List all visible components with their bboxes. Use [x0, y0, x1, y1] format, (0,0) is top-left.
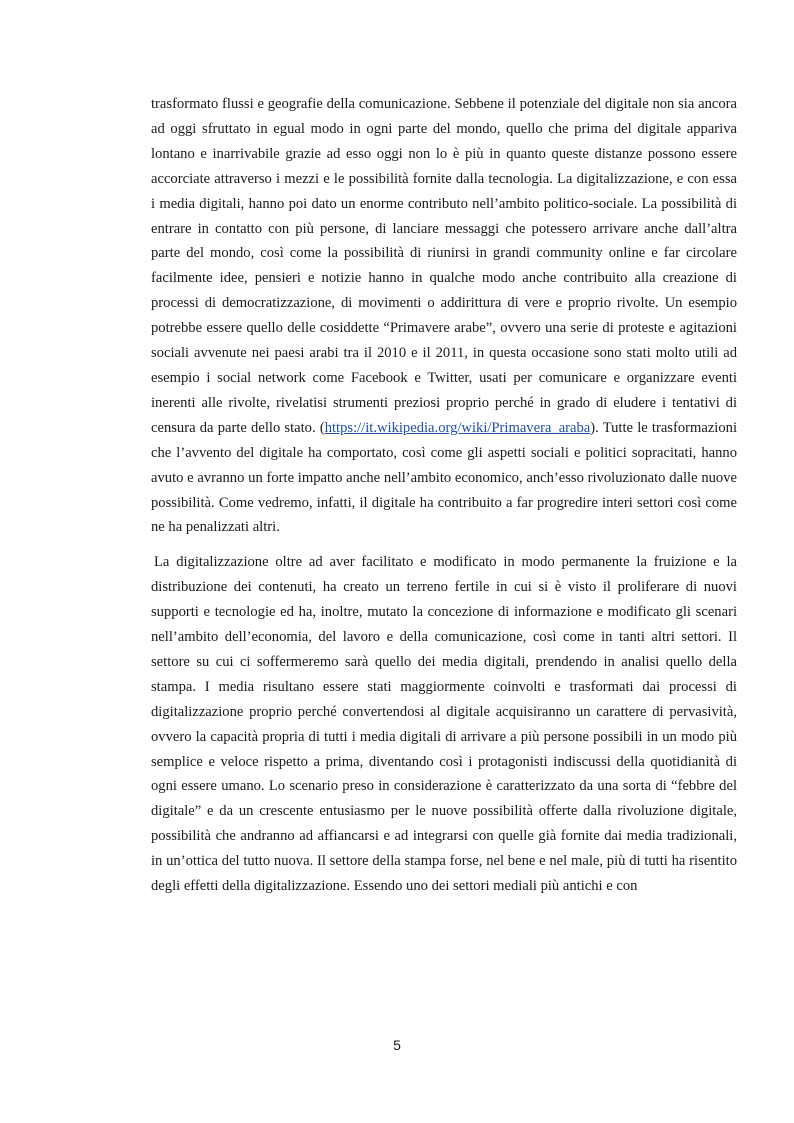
wikipedia-link[interactable]: https://it.wikipedia.org/wiki/Primavera_araba: [324, 419, 591, 436]
paragraph-2: La digitalizzazione oltre ad aver facilitato e modificato in modo permanente la fruizione e la distribuzione dei contenuti, ha creato un terreno fertile in cui si è visto il proliferare di nuovi supporti e tecnologie ed ha, inoltre, mutato la concezione di informazione e modificato gli scenari nell’ambito dell’economia, del lavoro e della comunicazione, così come in tanti altri settori. Il settore su cui ci soffermeremo sarà quello dei media digitali, prendendo in analisi quello della stampa. I media risultano essere stati maggiormente coinvolti e trasformati dai processi di digitalizzazione proprio perché convertendosi al digitale acquisiranno un carattere di pervasività, ovvero la capacità propria di tutti i media digitali di arrivare a più persone possibili in un modo più semplice e veloce rispetto a prima, diventando così i protagonisti indiscussi della quotidianità di ogni essere umano. Lo scenario preso in considerazione è caratterizzato da una sorta di “febbre del digitale” e da un crescente entusiasmo per le nuove possibilità offerte dalla rivoluzione digitale, possibilità che andranno ad affiancarsi e ad integrarsi con quelle già fornite dai media tradizionali, in un’ottica del tutto nuova. Il settore della stampa forse, nel bene e nel male, più di tutti ha risentito degli effetti della digitalizzazione. Essendo uno dei settori mediali più antichi e con: [151, 554, 737, 895]
paragraph-1: [151, 92, 737, 540]
paragraph-1-text-after-link: ). Tutte le trasformazioni che l’avvento del digitale ha comportato, così come gli aspetti sociali e politici sopracitati, hanno avuto e avranno un forte impatto anche nell’ambito economico, anch’esso rivoluzionato dalle nuove possibilità. Come vedremo, infatti, il digitale ha contribuito a far progredire interi settori così come ne ha penalizzati altri.: [151, 419, 738, 536]
body-text: [151, 92, 737, 899]
page-number: 5: [393, 1037, 401, 1053]
paragraph-1-text-before-link: trasformato flussi e geografie della comunicazione. Sebbene il potenziale del digitale non sia ancora ad oggi sfruttato in egual modo in ogni parte del mondo, quello che prima del digitale appariva lontano e inarrivabile grazie ad esso oggi non lo è più in quanto queste distanze possono essere accorciate attraverso i mezzi e le possibilità fornite dalla tecnologia. La digitalizzazione, e con essa i media digitali, hanno poi dato un enorme contributo nell’ambito politico-sociale. La possibilità di entrare in contatto con più persone, di lanciare messaggi che potessero arrivare anche dall’altra parte del mondo, così come la possibilità di riunirsi in grandi community online e far circolare facilmente idee, pensieri e notizie hanno in qualche modo anche contribuito alla creazione di processi di democratizzazione, di movimenti o addirittura di vere e proprio rivolte. Un esempio potrebbe essere quello delle cosiddette “Primavere arabe”, ovvero una serie di proteste e agitazioni sociali avvenute nei paesi arabi tra il 2010 e il 2011, in questa occasione sono stati molto utili ad esempio i social network come Facebook e Twitter, usati per comunicare e organizzare eventi inerenti alle rivolte, rivelatisi strumenti preziosi proprio perché in grado di eludere i tentativi di censura da parte dello stato. (: [151, 96, 737, 436]
